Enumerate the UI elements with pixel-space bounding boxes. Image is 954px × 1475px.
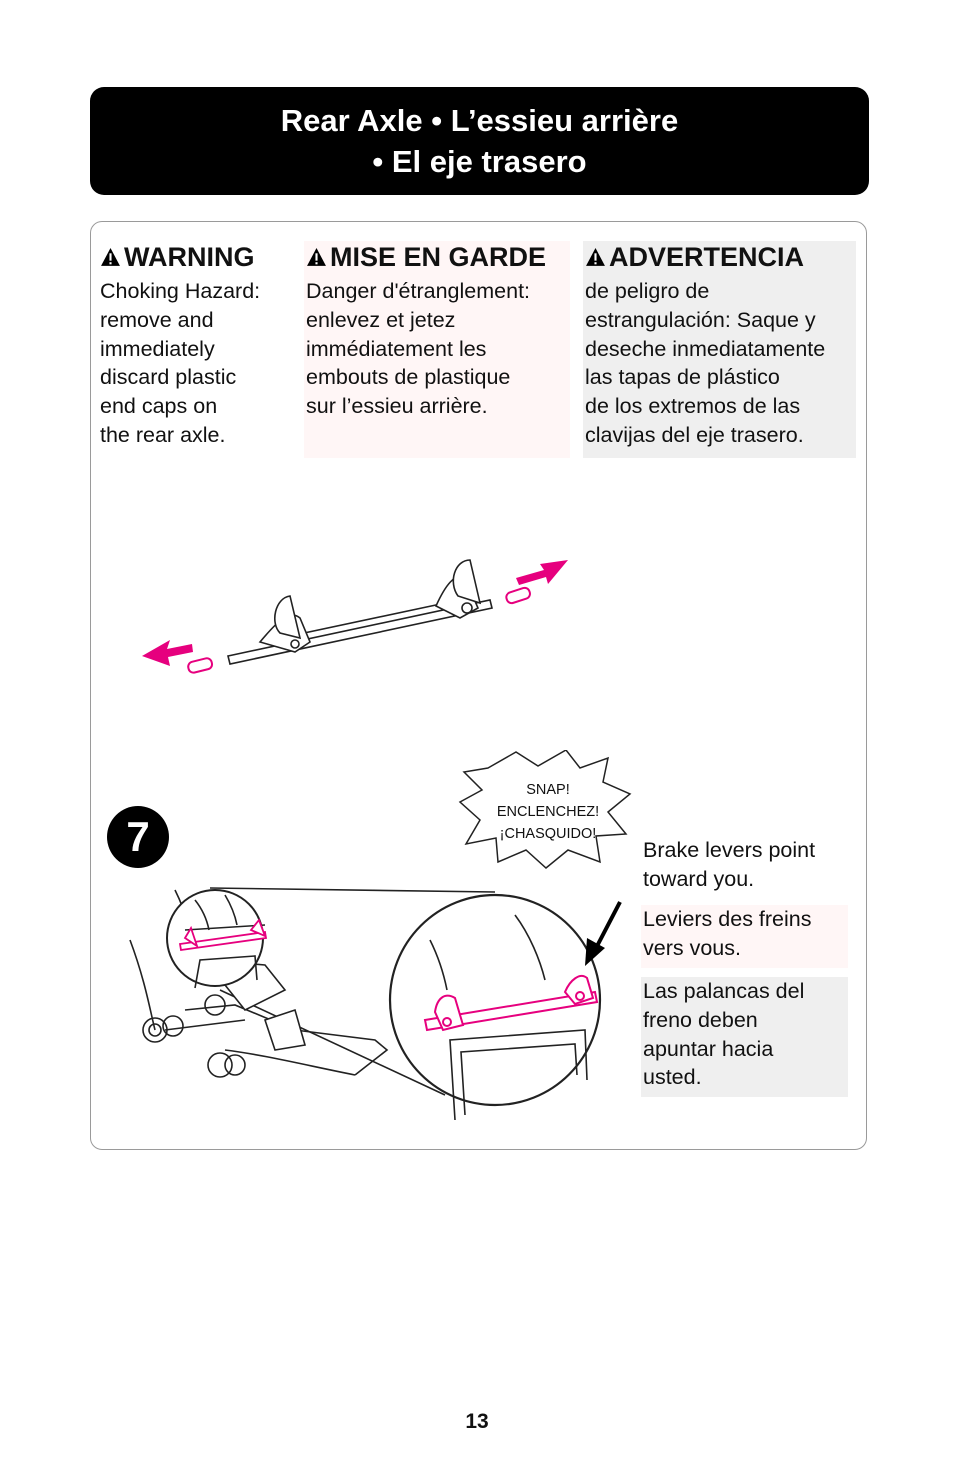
left-arrow-icon: [142, 640, 193, 666]
axle-bar: [228, 560, 492, 664]
warning-english-title: WARNING: [100, 241, 290, 273]
rear-axle-illustration: [140, 548, 580, 688]
section-title-line-1: Rear Axle • L’essieu arrière: [280, 103, 679, 138]
instruction-english: Brake levers point toward you.: [643, 838, 816, 891]
warning-french: [304, 241, 570, 458]
warning-english: [100, 241, 290, 450]
warning-triangle-icon: [306, 247, 327, 268]
instruction-spanish: Las palancas del freno deben apuntar hacia usted.: [641, 977, 848, 1097]
warning-french-body: Danger d'étranglement: enlevez et jetez immédiatement les embouts de plastique sur l’essieu arrière.: [306, 279, 531, 419]
warning-english-body: Choking Hazard: remove and immediately discard plastic end caps on the rear axle.: [100, 279, 261, 447]
warning-triangle-icon: [100, 247, 121, 268]
left-end-cap: [187, 657, 213, 673]
warning-spanish-title: ADVERTENCIA: [585, 241, 856, 273]
warning-french-title: MISE EN GARDE: [306, 241, 570, 273]
instruction-french: Leviers des freins vers vous.: [641, 905, 848, 968]
pointing-arrow-icon: [585, 902, 620, 966]
warning-spanish-body: de peligro de estrangulación: Saque y deseche inmediatamente las tapas de plástico de los extremos de las clavijas del eje trasero.: [585, 279, 826, 447]
right-arrow-icon: [516, 560, 568, 585]
right-end-cap: [505, 587, 531, 605]
snap-callout-text: SNAP! ENCLENCHEZ! ¡CHASQUIDO!: [496, 782, 600, 842]
warning-spanish: [583, 241, 856, 458]
step-number-badge: 7: [107, 806, 169, 868]
page-number: 13: [465, 1410, 489, 1433]
stroller-brake-illustration: [125, 880, 625, 1140]
warning-triangle-icon: [585, 247, 606, 268]
section-title-banner: [90, 87, 869, 195]
section-title-line-2: • El eje trasero: [372, 144, 587, 179]
